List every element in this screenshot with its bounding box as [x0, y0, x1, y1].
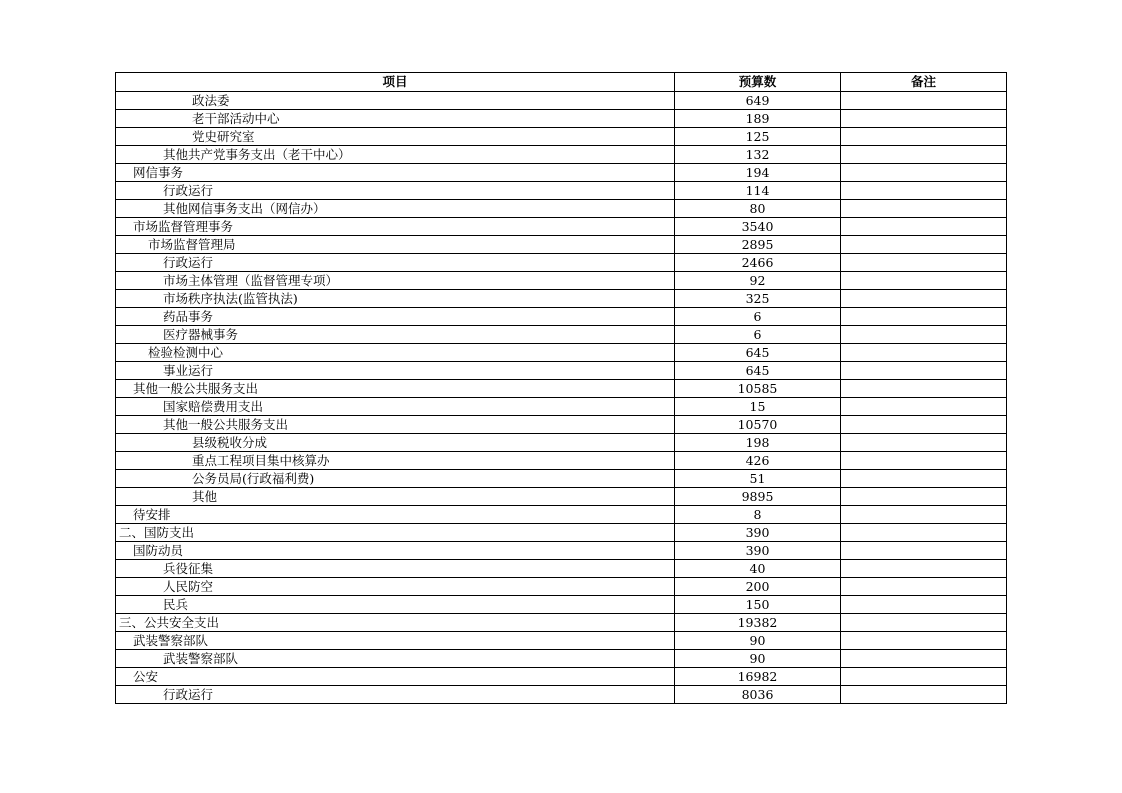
row-note [841, 470, 1007, 488]
row-item-label: 政法委 [116, 92, 675, 110]
row-amount: 645 [675, 362, 841, 380]
row-note [841, 362, 1007, 380]
row-item-label: 民兵 [116, 596, 675, 614]
row-item-label: 行政运行 [116, 182, 675, 200]
table-row [116, 344, 1007, 362]
budget-table [115, 72, 1007, 704]
table-row [116, 146, 1007, 164]
row-item-label: 国防动员 [116, 542, 675, 560]
row-amount: 16982 [675, 668, 841, 686]
row-item-label: 三、公共安全支出 [116, 614, 675, 632]
row-note [841, 164, 1007, 182]
row-amount: 80 [675, 200, 841, 218]
row-amount: 132 [675, 146, 841, 164]
row-item-label: 公务员局(行政福利费) [116, 470, 675, 488]
header-note: 备注 [841, 73, 1007, 92]
header-item: 项目 [116, 73, 675, 92]
row-amount: 426 [675, 452, 841, 470]
row-item-label: 市场秩序执法(监管执法) [116, 290, 675, 308]
table-row [116, 686, 1007, 704]
row-item-label: 行政运行 [116, 686, 675, 704]
row-amount: 125 [675, 128, 841, 146]
header-amount: 预算数 [675, 73, 841, 92]
row-note [841, 110, 1007, 128]
row-amount: 10570 [675, 416, 841, 434]
row-note [841, 200, 1007, 218]
row-note [841, 236, 1007, 254]
table-row [116, 668, 1007, 686]
row-amount: 194 [675, 164, 841, 182]
table-row [116, 164, 1007, 182]
row-amount: 390 [675, 542, 841, 560]
row-note [841, 686, 1007, 704]
row-amount: 90 [675, 650, 841, 668]
row-note [841, 308, 1007, 326]
table-row [116, 290, 1007, 308]
row-note [841, 596, 1007, 614]
table-row [116, 236, 1007, 254]
table-row [116, 200, 1007, 218]
row-amount: 3540 [675, 218, 841, 236]
table-row [116, 596, 1007, 614]
row-item-label: 二、国防支出 [116, 524, 675, 542]
row-note [841, 578, 1007, 596]
row-amount: 645 [675, 344, 841, 362]
row-note [841, 146, 1007, 164]
row-amount: 90 [675, 632, 841, 650]
row-note [841, 560, 1007, 578]
row-amount: 200 [675, 578, 841, 596]
row-note [841, 380, 1007, 398]
row-note [841, 452, 1007, 470]
row-item-label: 党史研究室 [116, 128, 675, 146]
row-note [841, 398, 1007, 416]
row-note [841, 92, 1007, 110]
row-amount: 92 [675, 272, 841, 290]
row-note [841, 650, 1007, 668]
row-amount: 150 [675, 596, 841, 614]
row-item-label: 重点工程项目集中核算办 [116, 452, 675, 470]
row-item-label: 药品事务 [116, 308, 675, 326]
row-note [841, 272, 1007, 290]
table-row [116, 506, 1007, 524]
table-row [116, 362, 1007, 380]
row-item-label: 行政运行 [116, 254, 675, 272]
row-item-label: 其他一般公共服务支出 [116, 380, 675, 398]
row-item-label: 人民防空 [116, 578, 675, 596]
table-row [116, 434, 1007, 452]
row-amount: 2895 [675, 236, 841, 254]
row-note [841, 344, 1007, 362]
row-note [841, 668, 1007, 686]
table-row [116, 92, 1007, 110]
row-note [841, 218, 1007, 236]
table-body [116, 92, 1007, 704]
row-note [841, 326, 1007, 344]
row-note [841, 632, 1007, 650]
row-note [841, 290, 1007, 308]
row-note [841, 524, 1007, 542]
row-item-label: 公安 [116, 668, 675, 686]
row-amount: 198 [675, 434, 841, 452]
table-row [116, 452, 1007, 470]
budget-sheet [115, 72, 1006, 704]
row-item-label: 兵役征集 [116, 560, 675, 578]
row-item-label: 其他一般公共服务支出 [116, 416, 675, 434]
table-row [116, 524, 1007, 542]
row-amount: 19382 [675, 614, 841, 632]
table-row [116, 578, 1007, 596]
table-row [116, 182, 1007, 200]
row-amount: 8036 [675, 686, 841, 704]
table-row [116, 416, 1007, 434]
table-row [116, 614, 1007, 632]
table-row [116, 560, 1007, 578]
table-row [116, 272, 1007, 290]
table-row [116, 542, 1007, 560]
row-item-label: 市场监督管理事务 [116, 218, 675, 236]
row-note [841, 434, 1007, 452]
row-amount: 8 [675, 506, 841, 524]
row-note [841, 416, 1007, 434]
table-header-row [116, 73, 1007, 92]
row-amount: 325 [675, 290, 841, 308]
row-amount: 6 [675, 308, 841, 326]
row-amount: 51 [675, 470, 841, 488]
row-amount: 9895 [675, 488, 841, 506]
table-row [116, 254, 1007, 272]
row-note [841, 614, 1007, 632]
row-item-label: 事业运行 [116, 362, 675, 380]
row-item-label: 检验检测中心 [116, 344, 675, 362]
row-amount: 390 [675, 524, 841, 542]
row-item-label: 国家赔偿费用支出 [116, 398, 675, 416]
table-row [116, 380, 1007, 398]
row-note [841, 488, 1007, 506]
row-amount: 6 [675, 326, 841, 344]
row-note [841, 542, 1007, 560]
row-item-label: 其他 [116, 488, 675, 506]
row-amount: 15 [675, 398, 841, 416]
table-row [116, 218, 1007, 236]
row-item-label: 武装警察部队 [116, 632, 675, 650]
row-item-label: 其他共产党事务支出（老干中心） [116, 146, 675, 164]
row-amount: 2466 [675, 254, 841, 272]
row-item-label: 医疗器械事务 [116, 326, 675, 344]
row-note [841, 182, 1007, 200]
row-note [841, 128, 1007, 146]
row-amount: 40 [675, 560, 841, 578]
table-row [116, 326, 1007, 344]
row-item-label: 网信事务 [116, 164, 675, 182]
row-item-label: 老干部活动中心 [116, 110, 675, 128]
table-row [116, 398, 1007, 416]
table-row [116, 470, 1007, 488]
row-item-label: 武装警察部队 [116, 650, 675, 668]
row-item-label: 市场主体管理（监督管理专项） [116, 272, 675, 290]
table-row [116, 632, 1007, 650]
row-amount: 114 [675, 182, 841, 200]
table-row [116, 128, 1007, 146]
row-item-label: 县级税收分成 [116, 434, 675, 452]
row-amount: 10585 [675, 380, 841, 398]
row-note [841, 254, 1007, 272]
table-row [116, 308, 1007, 326]
row-item-label: 其他网信事务支出（网信办） [116, 200, 675, 218]
row-note [841, 506, 1007, 524]
row-amount: 649 [675, 92, 841, 110]
table-row [116, 110, 1007, 128]
table-row [116, 488, 1007, 506]
row-amount: 189 [675, 110, 841, 128]
row-item-label: 待安排 [116, 506, 675, 524]
row-item-label: 市场监督管理局 [116, 236, 675, 254]
table-row [116, 650, 1007, 668]
